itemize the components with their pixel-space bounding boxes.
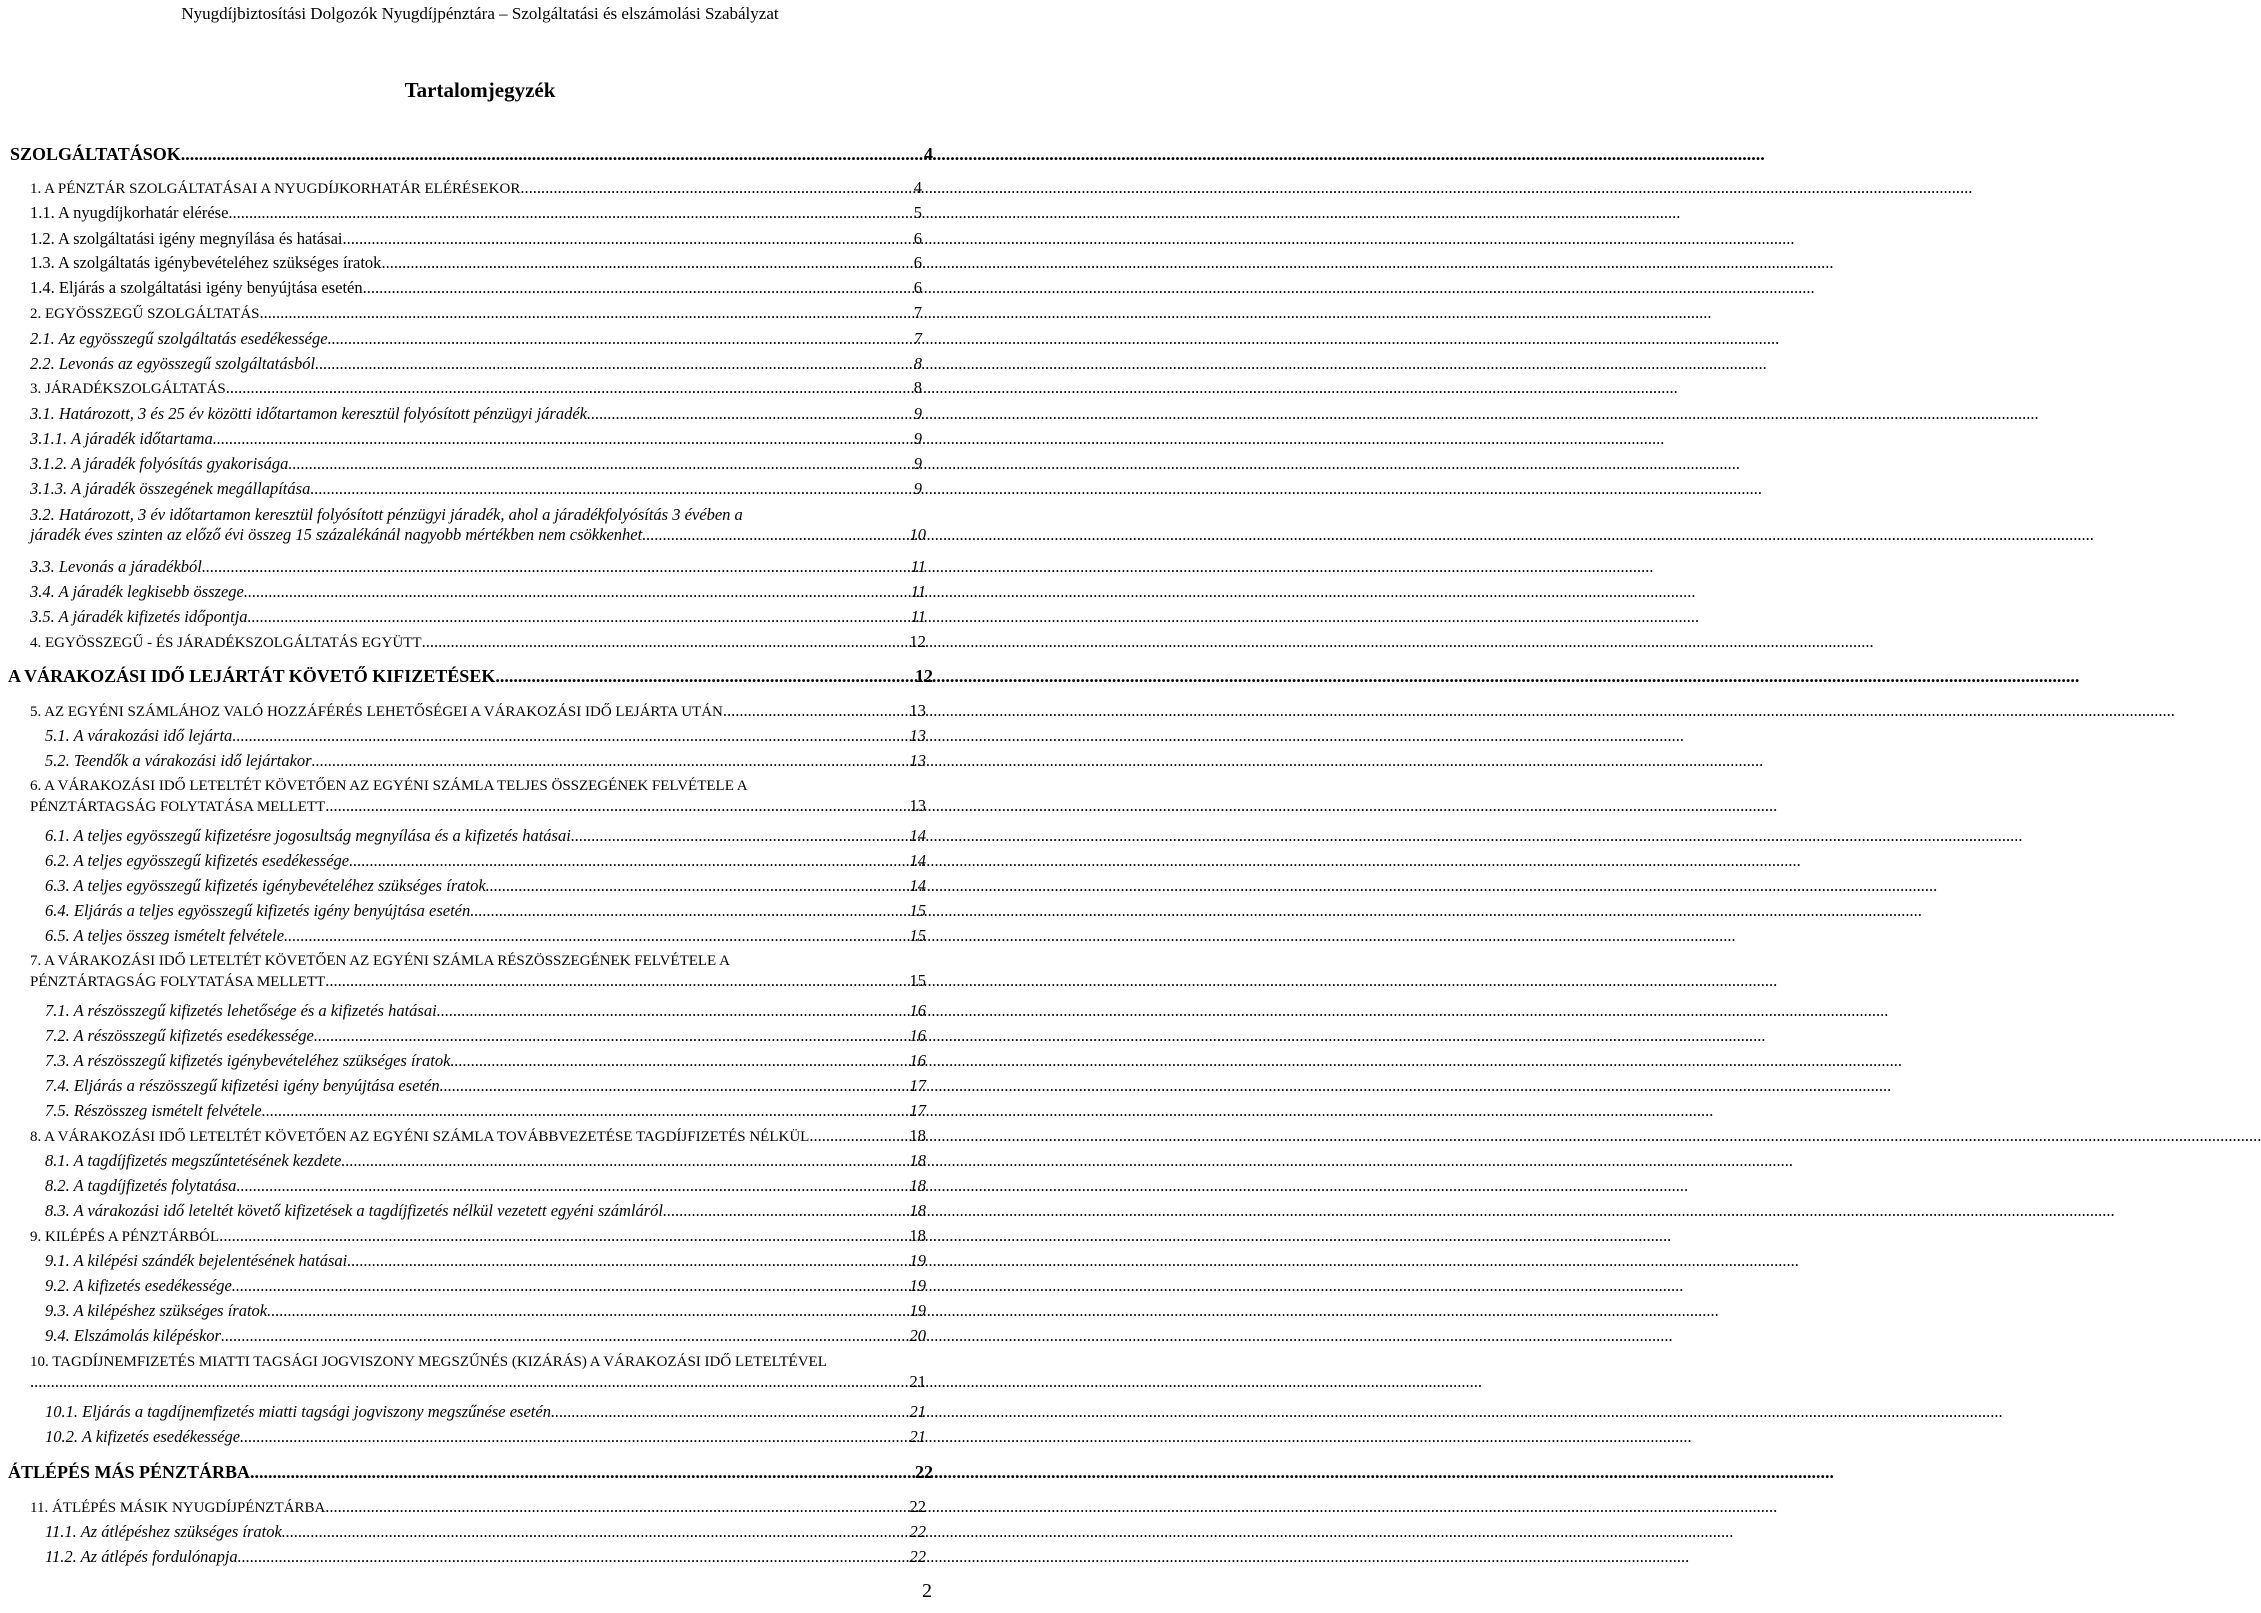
toc-entry-line (10, 144, 933, 164)
toc-entry-line (30, 378, 922, 399)
toc-leader-dots (486, 876, 908, 896)
toc-page-number: 21 (909, 1402, 926, 1421)
toc-entry[interactable] (30, 632, 926, 653)
toc-page-number: 12 (909, 632, 926, 651)
toc-entry[interactable] (45, 1276, 926, 1296)
toc-leader-dots (236, 1176, 907, 1196)
toc-page-number: 17 (909, 1076, 926, 1095)
toc-entry-title: 8.2. A tagdíjfizetés folytatása (45, 1176, 237, 1195)
toc-entry-title: 1.4. Eljárás a szolgáltatási igény benyújtása esetén (30, 278, 363, 297)
toc-page-number: 5 (913, 203, 922, 222)
toc-entry-line (30, 303, 922, 324)
toc-entry[interactable] (45, 1547, 926, 1567)
toc-entry-line (30, 178, 922, 199)
toc-entry[interactable] (30, 479, 922, 499)
toc-entry-title: PÉNZTÁRTAGSÁG FOLYTATÁSA MELLETT (30, 799, 326, 815)
toc-entry[interactable] (30, 582, 926, 602)
toc-entry-title: 6.2. A teljes egyösszegű kifizetés esedékessége (45, 851, 350, 870)
toc-entry-line (45, 1151, 926, 1171)
toc-entry[interactable] (45, 1301, 926, 1321)
toc-entry-line (30, 253, 922, 273)
toc-leader-dots (202, 557, 909, 577)
toc-entry[interactable] (30, 404, 922, 424)
toc-entry-title: 1. A PÉNZTÁR SZOLGÁLTATÁSAI A NYUGDÍJKORHATÁR ELÉRÉSEKOR (30, 181, 521, 197)
toc-entry-title: 9.4. Elszámolás kilépéskor (45, 1326, 221, 1345)
toc-entry-line (30, 354, 922, 374)
toc-entry[interactable] (45, 1101, 926, 1121)
toc-entry-line (8, 1462, 933, 1482)
toc-page-number: 7 (913, 303, 922, 322)
toc-entry-title: 8.1. A tagdíjfizetés megszűntetésének kezdete (45, 1151, 342, 1170)
toc-leader-dots (520, 178, 911, 198)
toc-entry[interactable] (10, 144, 933, 164)
toc-entry-line (45, 1001, 926, 1021)
toc-page-number: 18 (909, 1151, 926, 1170)
toc-entry-line (45, 1402, 926, 1422)
toc-leader-dots (450, 1051, 907, 1071)
toc-page-number: 8 (913, 354, 922, 373)
toc-page-number: 11 (910, 582, 926, 601)
toc-leader-dots (226, 378, 912, 398)
toc-entry[interactable] (45, 1402, 926, 1422)
toc-entry-line (45, 826, 926, 846)
toc-leader-dots (219, 1226, 907, 1246)
toc-entry-line (45, 1427, 926, 1447)
toc-entry-title-line1: 3.2. Határozott, 3 év időtartamon keresztül folyósított pénzügyi járadék, ahol a járadékfolyósítás 3 évében a (30, 505, 743, 524)
toc-entry-title: 8.3. A várakozási idő leteltét követő kifizetések a tagdíjfizetés nélkül vezetett egyéni számláról (45, 1201, 663, 1220)
toc-entry-title: 4. EGYÖSSZEGŰ - ÉS JÁRADÉKSZOLGÁLTATÁS EGYÜTT (30, 635, 422, 651)
toc-page-number: 14 (909, 826, 926, 845)
toc-entry-title: ÁTLÉPÉS MÁS PÉNZTÁRBA (8, 1462, 251, 1482)
toc-leader-dots (232, 1276, 908, 1296)
toc-leader-dots (314, 1026, 908, 1046)
toc-page-number: 9 (913, 404, 922, 423)
toc-entry[interactable] (30, 776, 926, 817)
toc-page-number: 13 (909, 751, 926, 770)
toc-entry-line (45, 1076, 926, 1096)
toc-leader-dots (260, 303, 912, 323)
toc-entry-title: 1.1. A nyugdíjkorhatár elérése (30, 203, 229, 222)
toc-entry[interactable] (30, 1497, 926, 1518)
toc-entry-title: 5.1. A várakozási idő lejárta (45, 726, 233, 745)
toc-entry-line (30, 429, 922, 449)
toc-leader-dots (30, 1372, 908, 1392)
toc-leader-dots (723, 701, 908, 721)
toc-page-number: 17 (909, 1101, 926, 1120)
toc-leader-dots (325, 1497, 907, 1517)
toc-entry[interactable] (30, 607, 926, 627)
toc-page-number: 9 (913, 429, 922, 448)
toc-page-number: 22 (909, 1497, 926, 1516)
toc-entry-title: 9.1. A kilépési szándék bejelentésének hatásai (45, 1251, 348, 1270)
toc-entry[interactable] (30, 329, 922, 349)
toc-entry[interactable] (30, 1126, 926, 1147)
toc-entry[interactable] (30, 178, 922, 199)
toc-entry-line (45, 1251, 926, 1271)
toc-leader-dots (587, 404, 912, 424)
toc-entry-title: 3.5. A járadék kifizetés időpontja (30, 607, 248, 626)
toc-entry-line (30, 404, 922, 424)
toc-entry-title: járadék éves szinten az előző évi összeg 15 százalékánál nagyobb mértékben nem csökkenhet (30, 525, 643, 544)
toc-leader-dots (312, 751, 908, 771)
toc-leader-dots (343, 229, 912, 249)
toc-page-number: 15 (909, 926, 926, 945)
toc-page-number: 19 (909, 1301, 926, 1320)
toc-entry-line (30, 525, 926, 545)
toc-entry[interactable] (45, 926, 926, 946)
toc-page-number: 8 (913, 378, 922, 397)
toc-entry-title: 3.1. Határozott, 3 és 25 év közötti időtartamon keresztül folyósított pénzügyi járadék (30, 404, 587, 423)
toc-page-number: 9 (913, 479, 922, 498)
toc-entry[interactable] (30, 505, 926, 545)
toc-leader-dots (221, 1326, 908, 1346)
toc-entry[interactable] (45, 1076, 926, 1096)
toc-entry-title: 5.2. Teendők a várakozási idő lejártakor (45, 751, 312, 770)
toc-leader-dots (642, 525, 907, 545)
toc-page-number: 13 (909, 701, 926, 720)
toc-entry[interactable] (30, 278, 922, 298)
toc-entry-title: 7.3. A részösszegű kifizetés igénybevételéhez szükséges íratok (45, 1051, 451, 1070)
toc-page-number: 7 (913, 329, 922, 348)
toc-leader-dots (310, 479, 911, 499)
toc-leader-dots (267, 1301, 907, 1321)
toc-entry[interactable] (8, 666, 933, 686)
toc-entry-title: 3.1.2. A járadék folyósítás gyakorisága (30, 454, 289, 473)
toc-entry-title: 3. JÁRADÉKSZOLGÁLTATÁS (30, 381, 226, 397)
toc-entry-line (45, 851, 926, 871)
toc-page-number: 13 (909, 796, 926, 815)
toc-page-number: 16 (909, 1026, 926, 1045)
toc-page-number: 22 (909, 1522, 926, 1541)
toc-entry[interactable] (45, 1201, 926, 1221)
page-number: 2 (922, 1580, 932, 1602)
toc-leader-dots (347, 1251, 907, 1271)
toc-entry-line (30, 479, 922, 499)
toc-entry-line (45, 1101, 926, 1121)
toc-entry-title: 6.1. A teljes egyösszegű kifizetésre jogosultság megnyílása és a kifizetés hatásai (45, 826, 571, 845)
toc-entry-title: 7.4. Eljárás a részösszegű kifizetési igény benyújtása esetén (45, 1076, 440, 1095)
toc-entry-title: 7.5. Részösszeg ismételt felvétele (45, 1101, 262, 1120)
toc-entry-title: 11.1. Az átlépéshez szükséges íratok (45, 1522, 282, 1541)
toc-entry-title: 2.1. Az egyösszegű szolgáltatás esedékessége (30, 329, 328, 348)
toc-entry-line (30, 582, 926, 602)
toc-page-number: 14 (909, 876, 926, 895)
toc-entry-title: 9.3. A kilépéshez szükséges íratok (45, 1301, 268, 1320)
toc-entry-title: 3.1.1. A járadék időtartama (30, 429, 213, 448)
toc-leader-dots (325, 971, 907, 991)
toc-page-number: 18 (909, 1201, 926, 1220)
toc-entry-line (45, 1176, 926, 1196)
toc-page-number: 22 (909, 1547, 926, 1566)
toc-entry-title: A VÁRAKOZÁSI IDŐ LEJÁRTÁT KÖVETŐ KIFIZETÉSEK (8, 666, 496, 686)
toc-entry-line (45, 751, 926, 771)
toc-entry[interactable] (45, 1326, 926, 1346)
toc-page-number: 21 (909, 1372, 926, 1391)
toc-leader-dots (440, 1076, 908, 1096)
toc-entry-title-line1: 10. TAGDÍJNEMFIZETÉS MIATTI TAGSÁGI JOGVISZONY MEGSZŰNÉS (KIZÁRÁS) A VÁRAKOZÁSI IDŐ LETELTÉVEL (30, 1354, 827, 1370)
toc-page-number: 15 (909, 971, 926, 990)
toc-page-number: 9 (913, 454, 922, 473)
toc-entry[interactable] (45, 751, 926, 771)
toc-leader-dots (315, 354, 912, 374)
toc-entry-title: 7.1. A részösszegű kifizetés lehetősége és a kifizetés hatásai (45, 1001, 437, 1020)
toc-leader-dots (470, 901, 907, 921)
toc-entry-title: 5. AZ EGYÉNI SZÁMLÁHOZ VALÓ HOZZÁFÉRÉS LEHETŐSÉGEI A VÁRAKOZÁSI IDŐ LEJÁRTA UTÁN (30, 704, 723, 720)
toc-entry[interactable] (30, 229, 922, 249)
toc-entry-title: 9.2. A kifizetés esedékessége (45, 1276, 232, 1295)
toc-leader-dots (248, 607, 909, 627)
toc-page-number: 6 (913, 278, 922, 297)
toc-leader-dots (282, 1522, 908, 1542)
toc-entry[interactable] (45, 1522, 926, 1542)
toc-leader-dots (437, 1001, 908, 1021)
toc-entry-title: 8. A VÁRAKOZÁSI IDŐ LETELTÉT KÖVETŐEN AZ EGYÉNI SZÁMLA TOVÁBBVEZETÉSE TAGDÍJFIZETÉS NÉLKÜL (30, 1129, 810, 1145)
toc-entry-title-line1: 6. A VÁRAKOZÁSI IDŐ LETELTÉT KÖVETŐEN AZ EGYÉNI SZÁMLA TELJES ÖSSZEGÉNEK FELVÉTELE A (30, 778, 748, 794)
toc-entry[interactable] (30, 951, 926, 992)
toc-page-number: 6 (913, 253, 922, 272)
toc-entry[interactable] (30, 1226, 926, 1247)
toc-page-number: 12 (915, 666, 933, 686)
toc-entry[interactable] (45, 851, 926, 871)
toc-entry[interactable] (45, 1427, 926, 1447)
toc-entry-line (30, 557, 926, 577)
toc-entry[interactable] (45, 826, 926, 846)
toc-leader-dots (328, 329, 912, 349)
toc-entry-line (30, 632, 926, 653)
toc-page-number: 22 (915, 1462, 933, 1482)
toc-entry[interactable] (45, 1051, 926, 1071)
toc-entry-line (45, 726, 926, 746)
toc-entry-line (8, 666, 933, 686)
toc-entry[interactable] (45, 876, 926, 896)
page-title: Tartalomjegyzék (404, 78, 556, 102)
toc-leader-dots (232, 726, 907, 746)
toc-entry[interactable] (45, 1026, 926, 1046)
toc-entry-title: 2. EGYÖSSZEGŰ SZOLGÁLTATÁS (30, 306, 260, 322)
toc-entry-line (45, 1051, 926, 1071)
toc-entry[interactable] (30, 454, 922, 474)
toc-entry-line (30, 607, 926, 627)
toc-entry-title: 3.4. A járadék legkisebb összege (30, 582, 244, 601)
toc-entry-line (30, 701, 926, 722)
toc-entry-title: 10.1. Eljárás a tagdíjnemfizetés miatti tagsági jogviszony megszűnése esetén (45, 1402, 551, 1421)
toc-entry-title: 1.2. A szolgáltatási igény megnyílása és hatásai (30, 229, 343, 248)
toc-entry-line (45, 876, 926, 896)
toc-entry[interactable] (30, 557, 926, 577)
toc-entry-title: 3.1.3. A járadék összegének megállapítása (30, 479, 311, 498)
toc-page-number: 21 (909, 1427, 926, 1446)
toc-leader-dots (325, 796, 907, 816)
toc-entry-line (30, 229, 922, 249)
toc-page-number: 10 (909, 525, 926, 544)
toc-entry-title: 9. KILÉPÉS A PÉNZTÁRBÓL (30, 1229, 220, 1245)
toc-entry-title: 11. ÁTLÉPÉS MÁSIK NYUGDÍJPÉNZTÁRBA (30, 1500, 326, 1516)
toc-page-number: 4 (913, 178, 922, 197)
toc-entry-title-line1: 7. A VÁRAKOZÁSI IDŐ LETELTÉT KÖVETŐEN AZ EGYÉNI SZÁMLA RÉSZÖSSZEGÉNEK FELVÉTELE A (30, 953, 730, 969)
toc-entry-line (30, 796, 926, 817)
toc-leader-dots (181, 144, 922, 164)
toc-page-number: 11 (910, 557, 926, 576)
toc-leader-dots (422, 632, 908, 652)
toc-page-number: 4 (924, 144, 933, 164)
toc-leader-dots (663, 1201, 908, 1221)
toc-page-number: 16 (909, 1051, 926, 1070)
toc-entry-line (30, 1226, 926, 1247)
toc-leader-dots (262, 1101, 908, 1121)
toc-entry-title: SZOLGÁLTATÁSOK (10, 144, 181, 164)
toc-entry-line (30, 971, 926, 992)
toc-entry-title: 11.2. Az átlépés fordulónapja (45, 1547, 238, 1566)
toc-entry-title: 3.3. Levonás a járadékból (30, 557, 202, 576)
toc-entry-title: 2.2. Levonás az egyösszegű szolgáltatásból (30, 354, 316, 373)
toc-leader-dots (284, 926, 907, 946)
toc-entry-line (45, 1276, 926, 1296)
toc-page-number: 19 (909, 1276, 926, 1295)
toc-entry[interactable] (45, 726, 926, 746)
toc-entry-line (45, 1547, 926, 1567)
toc-entry-line (45, 901, 926, 921)
toc-leader-dots (250, 1462, 913, 1482)
toc-entry[interactable] (30, 203, 922, 223)
toc-leader-dots (809, 1126, 907, 1146)
toc-page-number: 6 (913, 229, 922, 248)
toc-leader-dots (213, 429, 912, 449)
toc-page-number: 19 (909, 1251, 926, 1270)
toc-page-number: 11 (910, 607, 926, 626)
toc-entry[interactable] (45, 1251, 926, 1271)
toc-page-number: 15 (909, 901, 926, 920)
toc-entry-line (30, 329, 922, 349)
toc-entry-line (30, 454, 922, 474)
toc-entry-title: 10.2. A kifizetés esedékessége (45, 1427, 241, 1446)
toc-entry-line (30, 203, 922, 223)
toc-entry[interactable] (30, 303, 922, 324)
toc-entry-title: PÉNZTÁRTAGSÁG FOLYTATÁSA MELLETT (30, 974, 326, 990)
toc-entry[interactable] (30, 253, 922, 273)
toc-entry-title: 7.2. A részösszegű kifizetés esedékessége (45, 1026, 314, 1045)
toc-entry[interactable] (30, 429, 922, 449)
toc-leader-dots (349, 851, 907, 871)
toc-leader-dots (381, 253, 911, 273)
toc-page-number: 18 (909, 1176, 926, 1195)
toc-leader-dots (341, 1151, 907, 1171)
toc-entry-line (30, 1126, 926, 1147)
running-header: Nyugdíjbiztosítási Dolgozók Nyugdíjpénztára – Szolgáltatási és elszámolási Szabályzat (181, 4, 779, 23)
toc-page-number: 13 (909, 726, 926, 745)
toc-entry-line (45, 1522, 926, 1542)
toc-leader-dots (240, 1427, 907, 1447)
toc-leader-dots (228, 203, 911, 223)
toc-page-number: 18 (909, 1126, 926, 1145)
toc-leader-dots (244, 582, 909, 602)
toc-leader-dots (571, 826, 908, 846)
toc-entry[interactable] (30, 1352, 926, 1392)
toc-page-number: 20 (909, 1326, 926, 1345)
toc-leader-dots (288, 454, 911, 474)
toc-leader-dots (495, 666, 913, 686)
toc-entry-line (30, 1497, 926, 1518)
toc-entry-line (45, 1201, 926, 1221)
toc-page-number: 16 (909, 1001, 926, 1020)
toc-leader-dots (551, 1402, 908, 1422)
toc-entry-line (30, 1372, 926, 1392)
toc-entry-title: 6.5. A teljes összeg ismételt felvétele (45, 926, 285, 945)
toc-entry-line (45, 926, 926, 946)
toc-page-number: 14 (909, 851, 926, 870)
toc-entry[interactable] (45, 901, 926, 921)
toc-entry-line (45, 1026, 926, 1046)
toc-page-number: 18 (909, 1226, 926, 1245)
toc-entry[interactable] (30, 354, 922, 374)
toc-entry-line (45, 1326, 926, 1346)
toc-entry-line (45, 1301, 926, 1321)
toc-entry[interactable] (45, 1176, 926, 1196)
toc-entry-line (30, 278, 922, 298)
toc-entry-title: 6.3. A teljes egyösszegű kifizetés igénybevételéhez szükséges íratok (45, 876, 486, 895)
toc-entry-title: 1.3. A szolgáltatás igénybevételéhez szükséges íratok (30, 253, 382, 272)
toc-entry-title: 6.4. Eljárás a teljes egyösszegű kifizetés igény benyújtása esetén (45, 901, 471, 920)
toc-entry[interactable] (45, 1151, 926, 1171)
toc-entry[interactable] (8, 1462, 933, 1482)
toc-entry[interactable] (30, 378, 922, 399)
toc-leader-dots (363, 278, 912, 298)
toc-entry[interactable] (30, 701, 926, 722)
toc-entry[interactable] (45, 1001, 926, 1021)
toc-leader-dots (238, 1547, 908, 1567)
